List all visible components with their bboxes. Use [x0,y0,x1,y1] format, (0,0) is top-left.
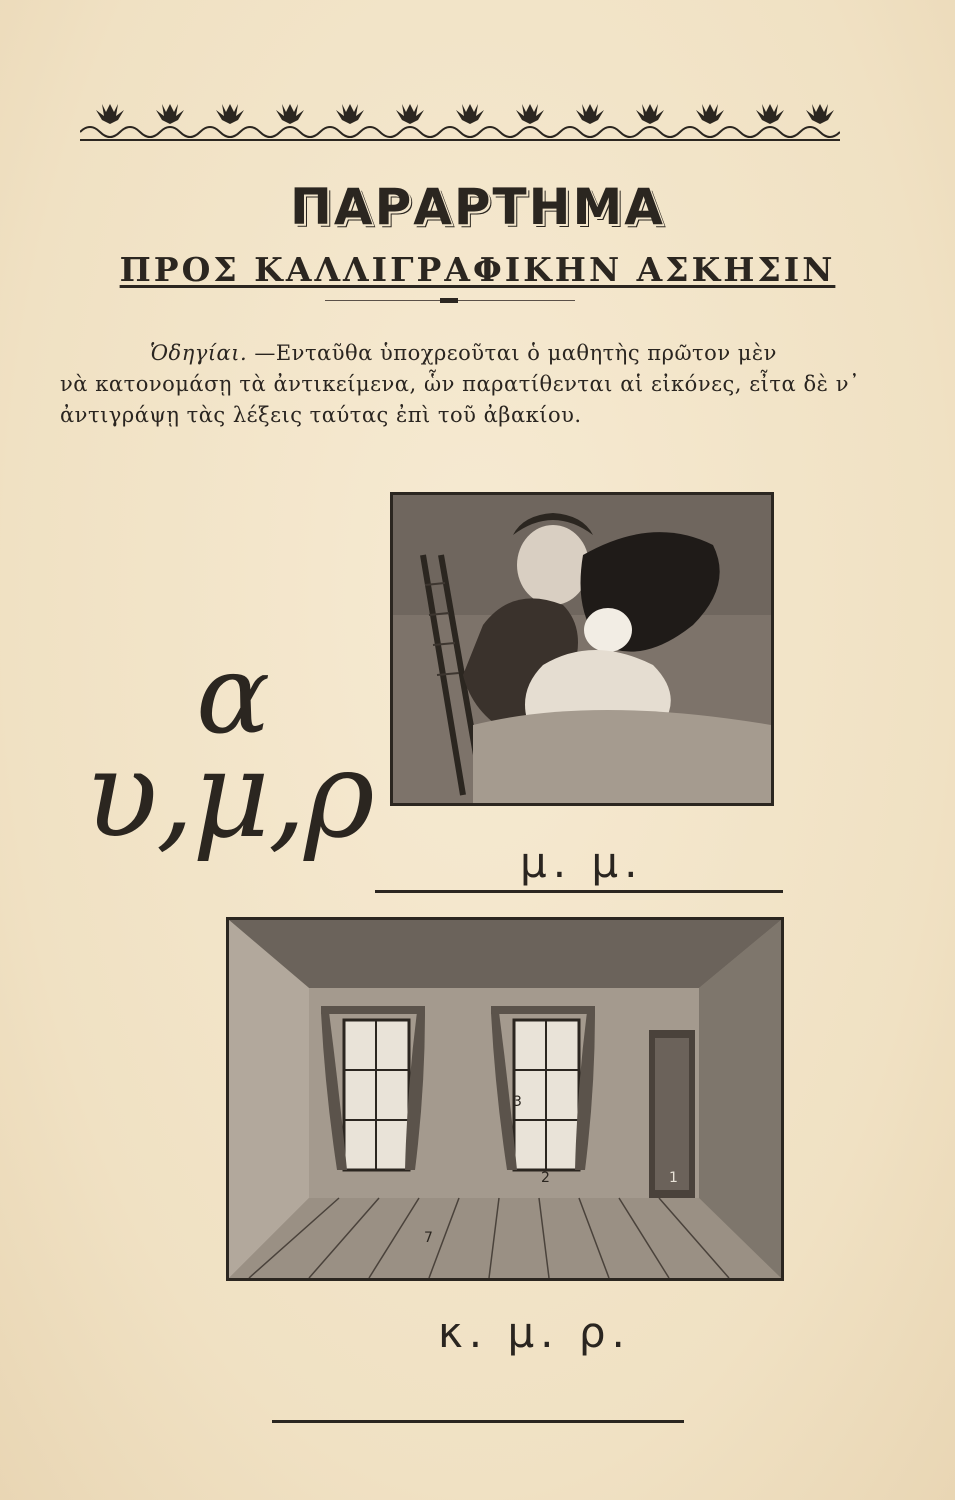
instructions-line-1: —Ενταῦθα ὑποχρεοῦται ὁ μαθητὴς πρῶτον μὲν [254,341,777,365]
room-number-1: 1 [669,1170,678,1186]
room-number-3: 3 [513,1094,522,1110]
instructions-line-2: νὰ κατονομάσῃ τὰ ἀντικείμενα, ὧν παρατίθενται αἱ εἰκόνες, εἶτα [60,372,797,396]
instructions-line-3: δὲ ν᾽ ἀντιγράψῃ τὰς λέξεις ταύτας ἐπὶ τοῦ ἀβακίου. [60,372,861,427]
writing-line-2 [272,1420,684,1423]
page-title: ΠΑΡΑΡΤΗΜΑ [290,178,665,236]
caption-figure-2: κ. μ. ρ. [438,1308,631,1357]
instructions-lead: Ὁδηγίαι. [150,341,248,365]
room-number-7: 7 [424,1230,433,1246]
caption-figure-1: μ. μ. [520,838,644,887]
illustration-room-interior [226,917,784,1281]
instructions-paragraph [60,338,860,431]
decorative-border [80,100,840,144]
page-subtitle: ΠΡΟΣ ΚΑΛΛΙΓΡΑΦΙΚΗΝ ΑΣΚΗΣΙΝ [119,250,836,289]
writing-line-1 [375,890,783,893]
room-number-2: 2 [541,1170,550,1186]
letter-alpha: α [196,630,271,758]
divider-mark [440,298,458,303]
illustration-mother-and-baby [390,492,774,806]
letters-upsilon-mu-rho: υ,μ,ρ [85,726,373,865]
